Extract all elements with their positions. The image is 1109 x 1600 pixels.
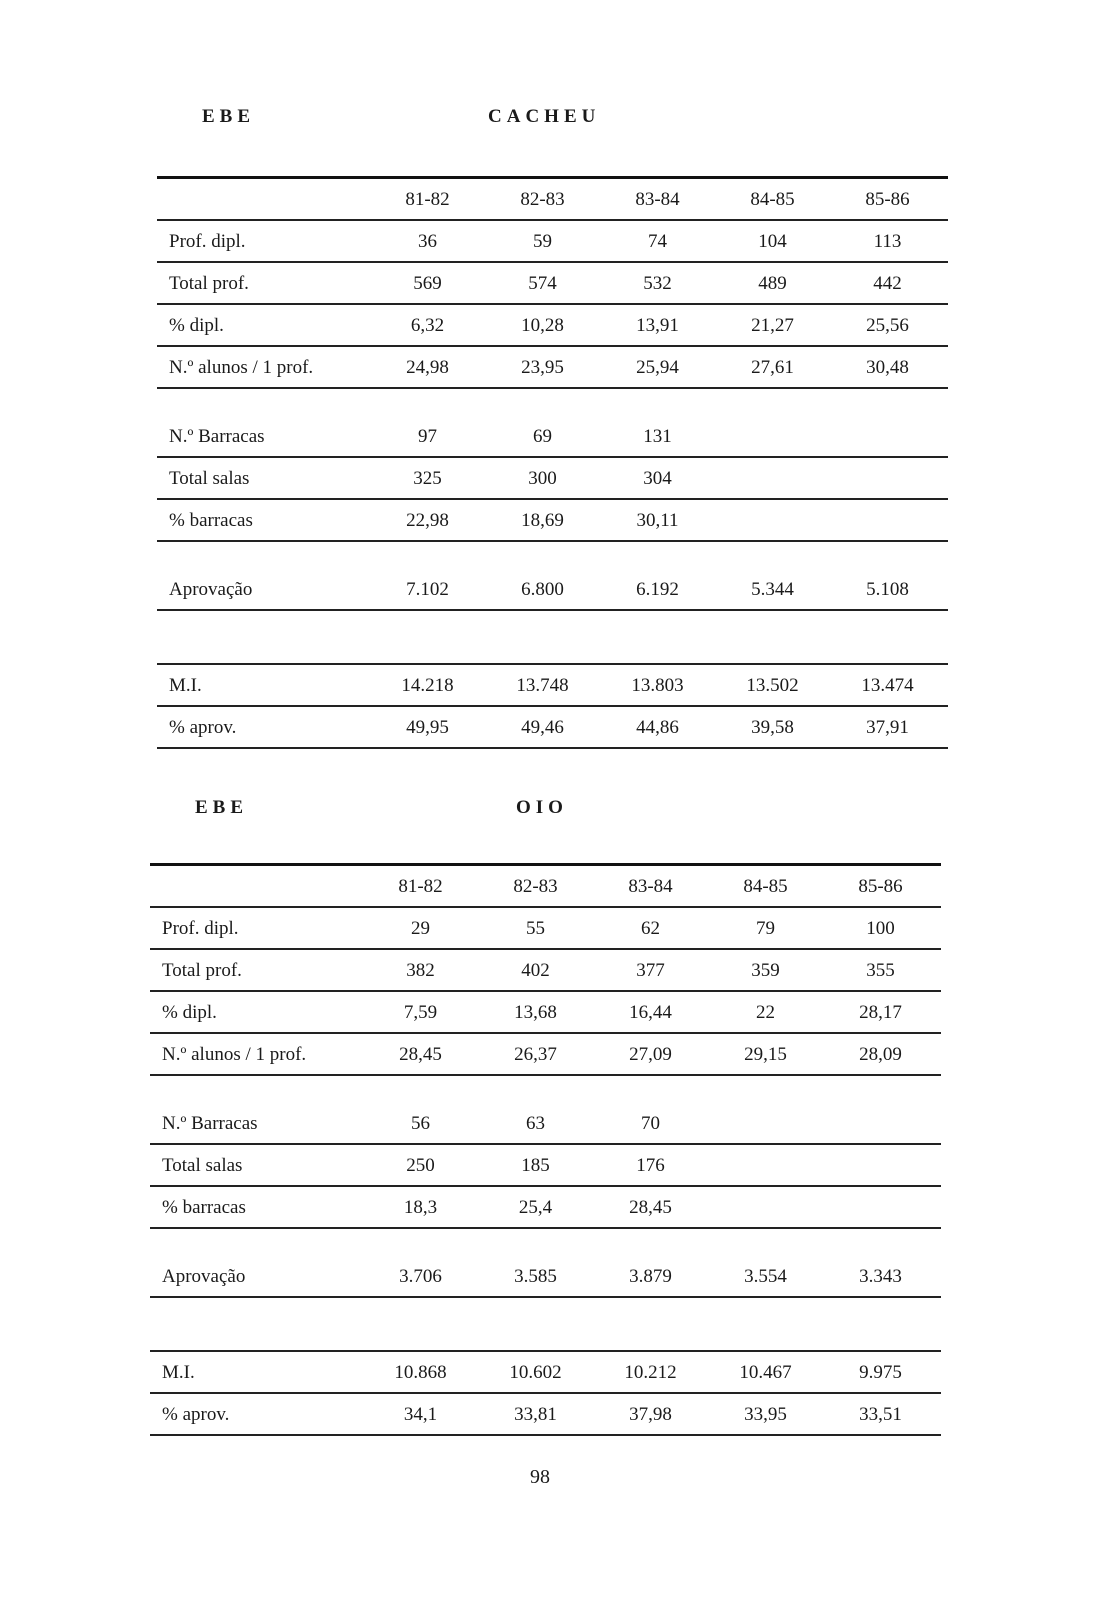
table-cell: 3.343 (859, 1266, 902, 1287)
table-cell: 21,27 (751, 315, 794, 336)
table-cell: 489 (758, 273, 787, 294)
table-cell: 10.467 (739, 1362, 792, 1383)
table-cell: 23,95 (521, 357, 564, 378)
table-cell: 16,44 (629, 1002, 672, 1023)
table-cell: 33,81 (514, 1404, 557, 1425)
table-row (150, 908, 941, 950)
table-cell: 3.585 (514, 1266, 557, 1287)
table-cell: 18,3 (403, 1197, 438, 1218)
table-cell: 3.706 (399, 1266, 442, 1287)
table-cell: 70 (641, 1113, 660, 1134)
table-cell: 34,1 (403, 1404, 438, 1425)
table-cell: 24,98 (406, 357, 449, 378)
column-header: 83-84 (628, 876, 673, 897)
table-row (157, 707, 948, 749)
row-label: N.º alunos / 1 prof. (169, 357, 314, 378)
section-title-left: EBE (202, 106, 256, 127)
table-row (157, 500, 948, 542)
section-title-left: EBE (195, 797, 249, 818)
table-cell: 300 (528, 468, 557, 489)
row-label: N.º Barracas (169, 426, 265, 447)
header-row (157, 179, 948, 221)
table-cell: 30,48 (866, 357, 909, 378)
row-group (157, 663, 948, 749)
table-cell: 382 (406, 960, 435, 981)
row-label: % aprov. (169, 717, 237, 738)
table-row (157, 221, 948, 263)
table-row (150, 1187, 941, 1229)
table-cell: 532 (643, 273, 672, 294)
table-row (157, 416, 948, 458)
header-row (150, 866, 941, 908)
table-cell: 26,37 (514, 1044, 557, 1065)
table-cell: 37,91 (866, 717, 909, 738)
table-row (157, 569, 948, 611)
table-cell: 29 (411, 918, 430, 939)
table-cell: 18,69 (521, 510, 564, 531)
table-row (157, 263, 948, 305)
table-cell: 27,61 (751, 357, 794, 378)
table-cell: 39,58 (751, 717, 794, 738)
table-cell: 355 (866, 960, 895, 981)
table-cell: 6,32 (410, 315, 445, 336)
table-cell: 113 (873, 231, 902, 252)
row-group (157, 416, 948, 542)
data-table-oio (150, 863, 941, 1436)
row-label: N.º Barracas (162, 1113, 258, 1134)
table-cell: 13.474 (861, 675, 914, 696)
table-cell: 569 (413, 273, 442, 294)
table-cell: 13.748 (516, 675, 569, 696)
table-cell: 14.218 (401, 675, 454, 696)
row-label: Prof. dipl. (169, 231, 246, 252)
table-cell: 3.879 (629, 1266, 672, 1287)
table-row (150, 1394, 941, 1436)
section-title-region: CACHEU (488, 106, 601, 127)
table-cell: 402 (521, 960, 550, 981)
table-cell: 22 (756, 1002, 775, 1023)
row-label: Prof. dipl. (162, 918, 239, 939)
table-cell: 79 (756, 918, 775, 939)
table-row (157, 305, 948, 347)
column-header: 81-82 (398, 876, 443, 897)
table-row (150, 1352, 941, 1394)
table-cell: 25,94 (636, 357, 679, 378)
column-header: 84-85 (743, 876, 788, 897)
row-label: M.I. (169, 675, 202, 696)
row-label: Total salas (169, 468, 250, 489)
table-cell: 49,46 (521, 717, 564, 738)
table-cell: 10.868 (394, 1362, 447, 1383)
table-cell: 25,56 (866, 315, 909, 336)
table-cell: 63 (526, 1113, 545, 1134)
column-header: 85-86 (858, 876, 903, 897)
column-header: 84-85 (750, 189, 795, 210)
table-cell: 7,59 (403, 1002, 438, 1023)
table-cell: 62 (641, 918, 660, 939)
table-cell: 97 (418, 426, 437, 447)
row-label: % dipl. (162, 1002, 217, 1023)
row-group (150, 1103, 941, 1229)
column-header: 81-82 (405, 189, 450, 210)
table-row (150, 1256, 941, 1298)
table-cell: 442 (873, 273, 902, 294)
table-cell: 13.502 (746, 675, 799, 696)
table-cell: 33,51 (859, 1404, 902, 1425)
table-cell: 359 (751, 960, 780, 981)
table-cell: 27,09 (629, 1044, 672, 1065)
table-cell: 33,95 (744, 1404, 787, 1425)
row-label: Total prof. (162, 960, 242, 981)
table-row (150, 992, 941, 1034)
table-row (157, 458, 948, 500)
row-label: M.I. (162, 1362, 195, 1383)
row-label: % barracas (162, 1197, 246, 1218)
table-cell: 69 (533, 426, 552, 447)
row-label: Aprovação (162, 1266, 246, 1287)
table-cell: 3.554 (744, 1266, 787, 1287)
table-row (157, 347, 948, 389)
table-cell: 10.212 (624, 1362, 677, 1383)
column-header: 85-86 (865, 189, 910, 210)
table-cell: 29,15 (744, 1044, 787, 1065)
table-cell: 74 (648, 231, 667, 252)
row-label: N.º alunos / 1 prof. (162, 1044, 307, 1065)
row-group (150, 1256, 941, 1298)
column-header: 83-84 (635, 189, 680, 210)
table-cell: 131 (643, 426, 672, 447)
table-cell: 104 (758, 231, 787, 252)
table-cell: 44,86 (636, 717, 679, 738)
table-cell: 100 (866, 918, 895, 939)
table-row (150, 950, 941, 992)
table-cell: 28,45 (399, 1044, 442, 1065)
table-cell: 6.800 (521, 579, 564, 600)
table-cell: 22,98 (406, 510, 449, 531)
row-label: Total prof. (169, 273, 249, 294)
table-cell: 55 (526, 918, 545, 939)
table-cell: 250 (406, 1155, 435, 1176)
column-header: 82-83 (520, 189, 565, 210)
table-cell: 49,95 (406, 717, 449, 738)
table-cell: 28,17 (859, 1002, 902, 1023)
table-cell: 13,91 (636, 315, 679, 336)
table-cell: 574 (528, 273, 557, 294)
table-cell: 13,68 (514, 1002, 557, 1023)
table-cell: 37,98 (629, 1404, 672, 1425)
table-cell: 5.344 (751, 579, 794, 600)
table-row (150, 1145, 941, 1187)
row-label: % dipl. (169, 315, 224, 336)
page-number: 98 (530, 1466, 550, 1488)
table-row (157, 665, 948, 707)
table-cell: 10,28 (521, 315, 564, 336)
row-group (157, 569, 948, 611)
table-cell: 13.803 (631, 675, 684, 696)
row-group (150, 1350, 941, 1436)
table-cell: 25,4 (518, 1197, 553, 1218)
table-cell: 9.975 (859, 1362, 902, 1383)
row-label: % aprov. (162, 1404, 230, 1425)
table-cell: 56 (411, 1113, 430, 1134)
table-cell: 59 (533, 231, 552, 252)
table-row (150, 1034, 941, 1076)
data-table-cacheu (157, 176, 948, 749)
table-cell: 325 (413, 468, 442, 489)
row-label: Total salas (162, 1155, 243, 1176)
table-cell: 10.602 (509, 1362, 562, 1383)
table-cell: 6.192 (636, 579, 679, 600)
table-cell: 304 (643, 468, 672, 489)
table-cell: 176 (636, 1155, 665, 1176)
table-cell: 7.102 (406, 579, 449, 600)
section-title-region: OIO (516, 797, 568, 818)
table-cell: 377 (636, 960, 665, 981)
table-cell: 28,45 (629, 1197, 672, 1218)
row-label: Aprovação (169, 579, 253, 600)
table-cell: 30,11 (636, 510, 679, 531)
table-cell: 5.108 (866, 579, 909, 600)
row-label: % barracas (169, 510, 253, 531)
table-cell: 185 (521, 1155, 550, 1176)
table-cell: 28,09 (859, 1044, 902, 1065)
row-group (157, 176, 948, 389)
table-cell: 36 (418, 231, 437, 252)
table-row (150, 1103, 941, 1145)
row-group (150, 863, 941, 1076)
column-header: 82-83 (513, 876, 558, 897)
